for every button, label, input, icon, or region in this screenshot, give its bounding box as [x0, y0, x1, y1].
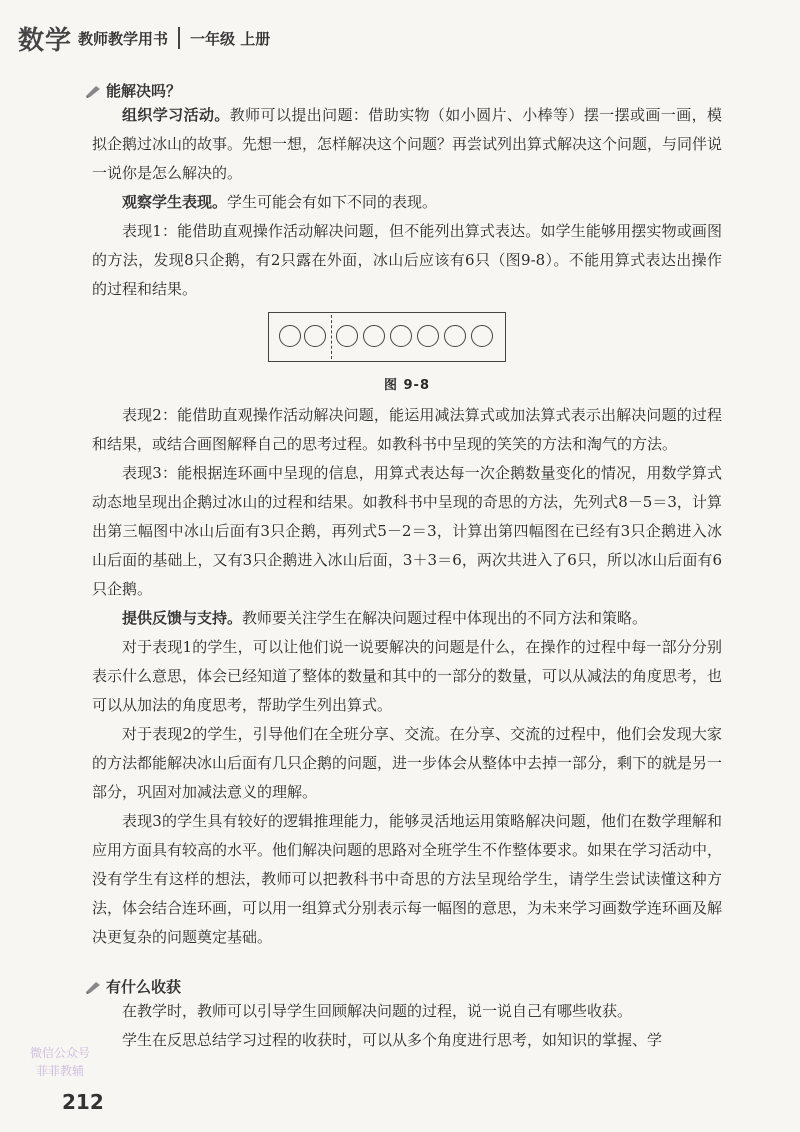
figure-penguin-circles: [268, 312, 506, 362]
pencil-icon: [84, 980, 102, 994]
lead-feedback: 提供反馈与支持。: [122, 609, 243, 627]
circle: [390, 325, 412, 347]
math-logo: 数学: [18, 25, 73, 56]
dashed-divider: [331, 315, 332, 359]
section-title-text: 能解决吗？: [106, 82, 182, 100]
paragraph-gains-2: 学生在反思总结学习过程的收获时，可以从多个角度进行思考，如知识的掌握、学: [122, 1031, 663, 1049]
section-title-gains: [92, 976, 722, 997]
paragraph-gains-1: 在教学时，教师可以引导学生回顾解决问题的过程，说一说自己有哪些收获。: [122, 1002, 633, 1020]
grade-label: 一年级 上册: [190, 29, 271, 48]
page-number: 212: [62, 1090, 104, 1114]
watermark-line-2: 菲菲教辅: [36, 1064, 85, 1078]
circle: [363, 325, 385, 347]
section-title-text: 有什么收获: [106, 978, 182, 996]
text-observe: 学生可能会有如下不同的表现。: [227, 193, 438, 211]
circle: [304, 325, 326, 347]
paragraph-response-1: 对于表现1的学生，可以让他们说一说要解决的问题是什么，在操作的过程中每一部分分别表示什么意思，体会已经知道了整体的数量和其中的一部分的数量，可以从减法的角度思考，也可以从加法的角度思考，帮助学生列出算式。: [92, 638, 723, 714]
watermark-line-1: 微信公众号: [30, 1046, 91, 1060]
paragraph-response-2: 对于表现2的学生，引导他们在全班分享、交流。在分享、交流的过程中，他们会发现大家的方法都能解决冰山后面有几只企鹅的问题，进一步体会从整体中去掉一部分，剩下的就是另一部分，巩固对加减法意义的理解。: [92, 725, 723, 801]
paragraph-performance-1: 表现1：能借助直观操作活动解决问题，但不能列出算式表达。如学生能够用摆实物或画图的方法，发现8只企鹅，有2只露在外面，冰山后应该有6只（图9-8）。不能用算式表达出操作的过程和结果。: [92, 222, 722, 298]
circle: [417, 325, 439, 347]
circle: [279, 325, 301, 347]
paragraph-organize: [92, 101, 722, 188]
paragraph-feedback: [92, 604, 722, 633]
lead-observe: 观察学生表现。: [122, 193, 228, 211]
page-header: [18, 18, 270, 58]
page-content: [92, 80, 722, 1055]
paragraph-response-3: 表现3的学生具有较好的逻辑推理能力，能够灵活地运用策略解决问题，他们在数学理解和应用方面具有较高的水平。他们解决问题的思路对全班学生不作整体要求。如果在学习活动中，没有学生有这样的想法，教师可以把教科书中奇思的方法呈现给学生，请学生尝试读懂这种方法，体会结合连环画，可以用一组算式分别表示每一幅图的意思，为未来学习画数学连环画及解决更复杂的问题奠定基础。: [92, 812, 723, 946]
text-feedback: 教师要关注学生在解决问题过程中体现出的不同方法和策略。: [242, 609, 648, 627]
pencil-icon: [84, 84, 102, 98]
paragraph-performance-2: 表现2：能借助直观操作活动解决问题，能运用减法算式或加法算式表示出解决问题的过程和结果，或结合画图解释自己的思考过程。如教科书中呈现的笑笑的方法和淘气的方法。: [92, 406, 722, 453]
header-divider: [178, 27, 180, 49]
circle: [471, 325, 493, 347]
circle: [336, 325, 358, 347]
figure-caption: 图 9-8: [383, 378, 430, 393]
paragraph-performance-3: 表现3：能根据连环画中呈现的信息，用算式表达每一次企鹅数量变化的情况，用数学算式动态地呈现出企鹅过冰山的过程和结果。如教科书中呈现的奇思的方法，先列式8－5＝3，计算出第三幅图中冰山后面有3只企鹅，再列式5－2＝3，计算出第四幅图在已经有3只企鹅进入冰山后面的基础上，又有3只企鹅进入冰山后面，3＋3＝6，两次共进入了6只，所以冰山后面有6只企鹅。: [92, 464, 722, 598]
watermark: [30, 1044, 90, 1080]
section-title-can-solve: [92, 80, 722, 101]
circle: [444, 325, 466, 347]
paragraph-observe: [92, 188, 722, 217]
lead-organize: 组织学习活动。: [122, 106, 230, 124]
text-organize: 教师可以提出问题：借助实物（如小圆片、小棒等）摆一摆或画一画，模拟企鹅过冰山的故事。先想一想，怎样解决这个问题？再尝试列出算式解决这个问题，与同伴说一说你是怎么解决的。: [92, 106, 723, 182]
book-title: 教师教学用书: [78, 29, 169, 48]
